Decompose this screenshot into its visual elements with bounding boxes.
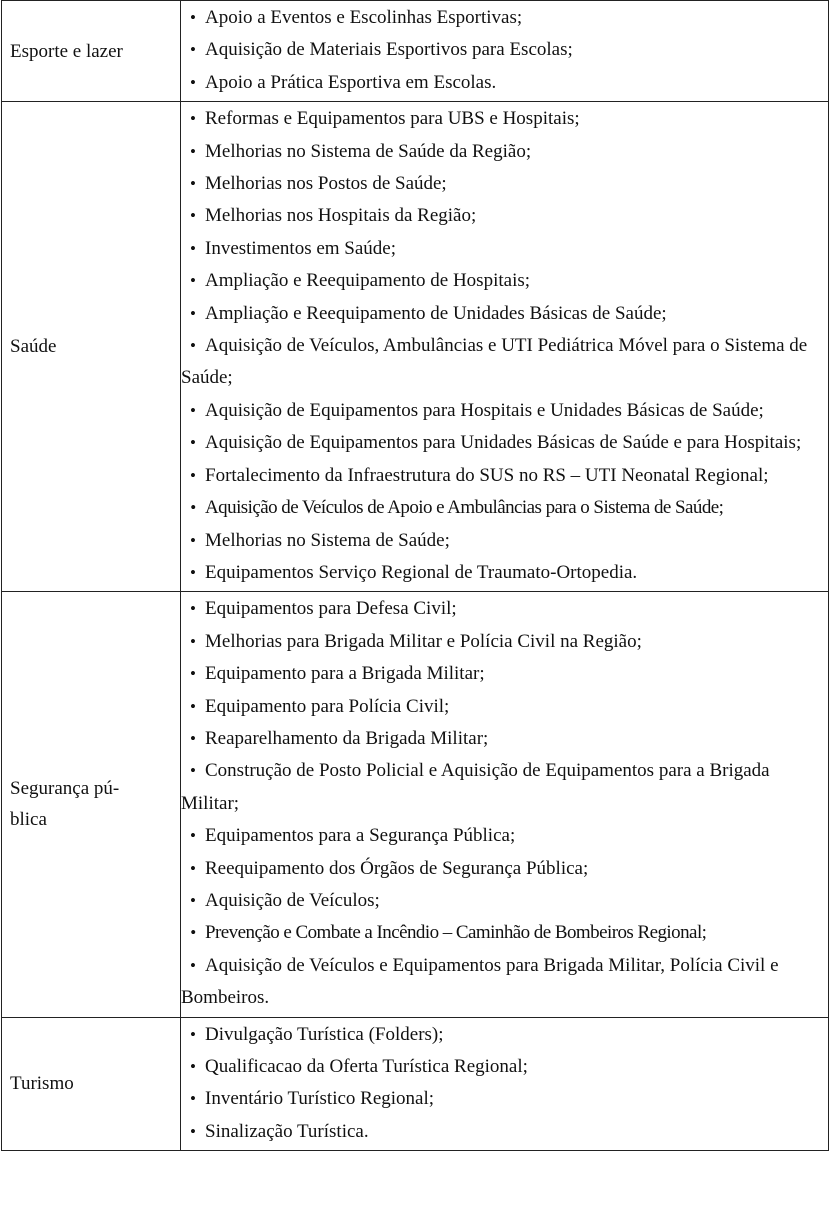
- list-item-text: Sinalização Turística.: [205, 1120, 369, 1142]
- bullet-icon: •: [190, 1121, 196, 1141]
- list-item: [181, 853, 824, 885]
- list-item-text: Prevenção e Combate a Incêndio – Caminhão de Bombeiros Regional;: [205, 922, 707, 944]
- list-item-text: Melhorias no Sistema de Saúde da Região;: [205, 140, 532, 162]
- category-cell: [2, 1, 181, 102]
- bullet-icon: •: [190, 40, 196, 60]
- list-item-text: Reformas e Equipamentos para UBS e Hospitais;: [205, 108, 580, 130]
- list-item-text: Apoio a Prática Esportiva em Escolas.: [205, 71, 497, 93]
- list-item: [181, 330, 824, 395]
- list-item-text: Aquisição de Veículos de Apoio e Ambulâncias para o Sistema de Saúde;: [205, 497, 724, 519]
- bullet-icon: •: [190, 728, 196, 748]
- list-item-text: Melhorias nos Postos de Saúde;: [205, 173, 447, 195]
- table-row: [2, 1, 829, 102]
- bullet-icon: •: [190, 8, 196, 27]
- list-item: [181, 1051, 824, 1083]
- bullet-icon: •: [190, 955, 196, 975]
- bullet-icon: •: [190, 761, 196, 781]
- items-cell: [181, 102, 829, 592]
- bullet-icon: •: [190, 336, 196, 356]
- list-item-text: Equipamento para a Brigada Militar;: [205, 663, 485, 685]
- bullet-icon: •: [190, 72, 196, 92]
- list-item: [181, 723, 824, 755]
- list-item: [181, 626, 824, 658]
- list-item-text: Equipamento para Polícia Civil;: [205, 695, 450, 717]
- list-item: [181, 2, 824, 34]
- document-table: [1, 0, 829, 1151]
- bullet-icon: •: [190, 174, 196, 194]
- table-row: [2, 102, 829, 592]
- list-item-text: Equipamentos para a Segurança Pública;: [205, 825, 516, 847]
- list-item: [181, 593, 824, 625]
- list-item: [181, 67, 824, 99]
- category-cell: [2, 592, 181, 1017]
- bullet-icon: •: [190, 433, 196, 453]
- list-item-text: Fortalecimento da Infraestrutura do SUS no RS – UTI Neonatal Regional;: [205, 464, 769, 486]
- list-item-text: Aquisição de Veículos;: [205, 889, 380, 911]
- list-item: [181, 460, 824, 492]
- table-row: [2, 592, 829, 1017]
- list-item: [181, 34, 824, 66]
- bullet-icon: •: [190, 109, 196, 129]
- bullet-icon: •: [190, 1057, 196, 1076]
- bullet-icon: •: [190, 890, 196, 910]
- list-item-text: Aquisição de Equipamentos para Unidades Básicas de Saúde e para Hospitais;: [205, 432, 802, 454]
- list-item: [181, 265, 824, 297]
- list-item: [181, 168, 824, 200]
- category-label: Saúde: [10, 336, 57, 358]
- list-item: [181, 298, 824, 330]
- bullet-icon: •: [190, 498, 196, 518]
- list-item-text: Inventário Turístico Regional;: [205, 1088, 435, 1110]
- list-item: [181, 103, 824, 135]
- category-label: Esporte e lazer: [10, 40, 123, 62]
- bullet-icon: •: [190, 858, 196, 878]
- list-item-text: Divulgação Turística (Folders);: [205, 1023, 444, 1045]
- table-body: [2, 1, 829, 1151]
- category-label: Turismo: [10, 1073, 74, 1095]
- list-item-text: Aquisição de Materiais Esportivos para Escolas;: [205, 39, 573, 61]
- bullet-icon: •: [190, 271, 196, 291]
- list-item: [181, 1019, 824, 1051]
- list-item-text: Melhorias nos Hospitais da Região;: [205, 205, 477, 227]
- bullet-icon: •: [190, 465, 196, 485]
- list-item-text: Aquisição de Veículos e Equipamentos para Brigada Militar, Polícia Civil e Bombeiros.: [181, 954, 779, 1009]
- list-item-text: Qualificacao da Oferta Turística Regional;: [205, 1056, 528, 1077]
- list-item-text: Apoio a Eventos e Escolinhas Esportivas;: [205, 7, 523, 28]
- list-item-text: Aquisição de Equipamentos para Hospitais e Unidades Básicas de Saúde;: [205, 399, 764, 421]
- bullet-icon: •: [190, 1024, 196, 1044]
- list-item: [181, 658, 824, 690]
- category-cell: [2, 102, 181, 592]
- list-item: [181, 395, 824, 427]
- list-item: [181, 950, 824, 1015]
- list-item: [181, 525, 824, 557]
- list-item-text: Melhorias no Sistema de Saúde;: [205, 529, 450, 551]
- list-item: [181, 691, 824, 723]
- bullet-icon: •: [190, 141, 196, 161]
- list-item: [181, 492, 824, 524]
- bullet-icon: •: [190, 1089, 196, 1109]
- items-cell: [181, 1017, 829, 1151]
- bullet-icon: •: [190, 303, 196, 323]
- items-cell: [181, 592, 829, 1017]
- list-item: [181, 1116, 824, 1148]
- list-item: [181, 233, 824, 265]
- list-item: [181, 136, 824, 168]
- bullet-icon: •: [190, 400, 196, 420]
- bullet-icon: •: [190, 826, 196, 846]
- list-item: [181, 1083, 824, 1115]
- list-item: [181, 557, 824, 589]
- bullet-icon: •: [190, 562, 196, 582]
- bullet-icon: •: [190, 923, 196, 943]
- list-item-text: Equipamentos para Defesa Civil;: [205, 598, 457, 620]
- list-item: [181, 885, 824, 917]
- bullet-icon: •: [190, 664, 196, 684]
- bullet-icon: •: [190, 599, 196, 619]
- list-item-text: Equipamentos Serviço Regional de Traumato-Ortopedia.: [205, 561, 638, 583]
- category-label: Segurança pú- blica: [10, 778, 120, 831]
- list-item: [181, 200, 824, 232]
- bullet-icon: •: [190, 631, 196, 651]
- list-item: [181, 427, 824, 459]
- list-item-text: Aquisição de Veículos, Ambulâncias e UTI Pediátrica Móvel para o Sistema de Saúde;: [181, 335, 808, 389]
- bullet-icon: •: [190, 206, 196, 226]
- bullet-icon: •: [190, 238, 196, 258]
- list-item: [181, 755, 824, 820]
- list-item-text: Ampliação e Reequipamento de Unidades Básicas de Saúde;: [205, 302, 667, 324]
- table-row: [2, 1017, 829, 1151]
- items-cell: [181, 1, 829, 102]
- list-item: [181, 820, 824, 852]
- list-item: [181, 917, 824, 949]
- list-item-text: Reaparelhamento da Brigada Militar;: [205, 727, 489, 749]
- list-item-text: Melhorias para Brigada Militar e Polícia Civil na Região;: [205, 630, 642, 652]
- bullet-icon: •: [190, 530, 196, 550]
- list-item-text: Investimentos em Saúde;: [205, 237, 397, 259]
- bullet-icon: •: [190, 696, 196, 716]
- list-item-text: Reequipamento dos Órgãos de Segurança Pública;: [205, 857, 589, 879]
- category-cell: [2, 1017, 181, 1151]
- list-item-text: Ampliação e Reequipamento de Hospitais;: [205, 270, 531, 292]
- list-item-text: Construção de Posto Policial e Aquisição de Equipamentos para a Brigada Militar;: [181, 760, 770, 814]
